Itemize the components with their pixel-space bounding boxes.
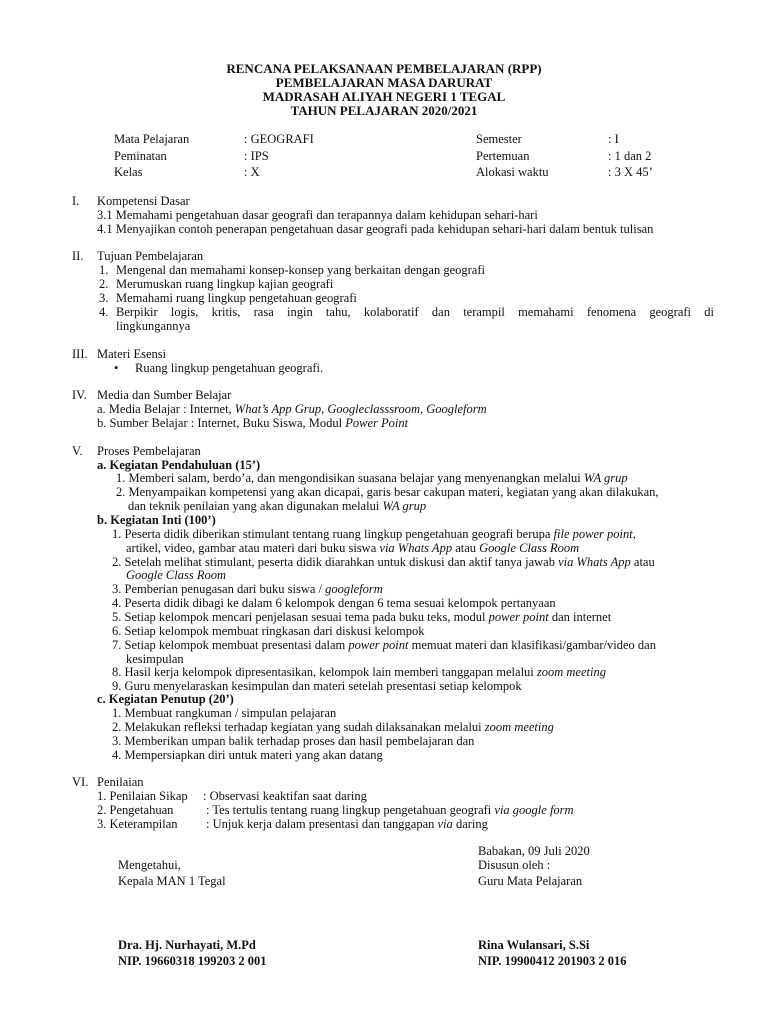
list-number: 4. xyxy=(99,305,109,319)
signature-left-nip: NIP. 19660318 199203 2 001 xyxy=(118,954,267,968)
list-item xyxy=(112,720,554,734)
identity-label: Semester xyxy=(476,132,522,146)
identity-label: Mata Pelajaran xyxy=(114,132,190,146)
list-item: 2. Menyampaikan kompetensi yang akan dicapai, garis besar cakupan materi, kegiatan yang akan dilakukan, xyxy=(116,485,659,499)
signature-left-role: Kepala MAN 1 Tegal xyxy=(118,874,226,888)
text: memuat materi dan klasifikasi/gambar/video dan xyxy=(408,638,656,652)
text: 2. Setelah melihat stimulant, peserta didik diarahkan untuk diskusi dan aktif tanya jawab xyxy=(112,555,559,569)
signature-right-nip: NIP. 19900412 201903 2 016 xyxy=(478,954,627,968)
list-item: 1. Membuat rangkuman / simpulan pelajaran xyxy=(112,706,337,720)
list-item-continuation: lingkungannya xyxy=(116,319,191,333)
text-italic: WA grup xyxy=(382,499,427,513)
text: : Tes tertulis tentang ruang lingkup pengetahuan geografi xyxy=(206,803,495,817)
sumber-belajar-label: b. Sumber Belajar : Internet, Buku Siswa, Modul xyxy=(97,416,346,430)
identity-label: Pertemuan xyxy=(476,149,530,163)
media-belajar-label: a. Media Belajar : Internet, xyxy=(97,402,235,416)
bullet-icon: • xyxy=(114,361,119,375)
text: daring xyxy=(452,817,488,831)
text: atau xyxy=(630,555,655,569)
sumber-belajar-media: Power Point xyxy=(345,416,409,430)
list-item xyxy=(112,665,606,679)
identity-value: : IPS xyxy=(244,149,269,163)
section-number: V. xyxy=(72,444,83,458)
list-item xyxy=(116,471,628,485)
list-item: Mengenal dan memahami konsep-konsep yang berkaitan dengan geografi xyxy=(116,263,485,277)
list-item xyxy=(112,582,383,596)
text: atau xyxy=(452,541,480,555)
identity-value: : X xyxy=(244,165,260,179)
doc-title-line3: MADRASAH ALIYAH NEGERI 1 TEGAL xyxy=(262,89,506,104)
identity-label: Alokasi waktu xyxy=(476,165,549,179)
section-title: Materi Esensi xyxy=(97,347,167,361)
text-italic: googleform xyxy=(325,582,383,596)
text: 2. Melakukan refleksi terhadap kegiatan yang sudah dilaksanakan melalui xyxy=(112,720,485,734)
assessment-value xyxy=(206,803,574,817)
list-item: Merumuskan ruang lingkup kajian geografi xyxy=(116,277,334,291)
text-italic: power point xyxy=(488,610,549,624)
text: 7. Setiap kelompok membuat presentasi dalam xyxy=(112,638,349,652)
list-item xyxy=(112,610,611,624)
list-item: Berpikir logis, kritis, rasa ingin tahu, kolaboratif dan terampil memahami fenomena geografi di xyxy=(116,305,714,319)
list-item: 3.1 Memahami pengetahuan dasar geografi dan terapannya dalam kehidupan sehari-hari xyxy=(97,208,538,222)
text-italic: via Whats App xyxy=(379,541,453,555)
text-italic: via xyxy=(437,817,453,831)
text: 8. Hasil kerja kelompok dipresentasikan, kelompok lain memberi tanggapan melalui xyxy=(112,665,537,679)
list-item: 4.1 Menyajikan contoh penerapan pengetahuan dasar geografi pada kehidupan sehari-hari dalam bentuk tulisan xyxy=(97,222,654,236)
section-number: II. xyxy=(72,249,84,263)
doc-title-line2: PEMBELAJARAN MASA DARURAT xyxy=(275,75,493,90)
list-item-continuation xyxy=(128,499,426,513)
doc-title-line4: TAHUN PELAJARAN 2020/2021 xyxy=(290,103,478,118)
list-item: 4. Mempersiapkan diri untuk materi yang akan datang xyxy=(112,748,383,762)
identity-label: Kelas xyxy=(114,165,143,179)
list-item xyxy=(112,638,656,652)
section-title: Penilaian xyxy=(97,775,144,789)
signature-right-label: Disusun oleh : xyxy=(478,858,551,872)
list-number: 1. xyxy=(99,263,109,277)
text: : Unjuk kerja dalam presentasi dan tanggapan xyxy=(206,817,438,831)
list-item xyxy=(112,527,636,541)
text: artikel, video, gambar atau materi dari buku siswa xyxy=(126,541,380,555)
place-date: Babakan, 09 Juli 2020 xyxy=(478,844,590,858)
sumber-belajar xyxy=(97,416,408,430)
list-item: Ruang lingkup pengetahuan geografi. xyxy=(135,361,324,375)
assessment-value xyxy=(206,817,488,831)
subsection-title: a. Kegiatan Pendahuluan (15’) xyxy=(97,458,261,472)
doc-title-line1: RENCANA PELAKSANAAN PEMBELAJARAN (RPP) xyxy=(226,61,542,76)
text-italic: via Whats App xyxy=(558,555,631,569)
text-italic: power point xyxy=(348,638,409,652)
signature-left-name: Dra. Hj. Nurhayati, M.Pd xyxy=(118,938,256,952)
identity-value: : I xyxy=(608,132,619,146)
assessment-label: 3. Keterampilan xyxy=(97,817,178,831)
media-belajar xyxy=(97,402,487,416)
text-italic: zoom meeting xyxy=(484,720,554,734)
identity-value: : 3 X 45’ xyxy=(608,165,653,179)
list-item: 3. Memberikan umpan balik terhadap proses dan hasil pembelajaran dan xyxy=(112,734,475,748)
text-italic: Google Class Room xyxy=(479,541,580,555)
assessment-label: 2. Pengetahuan xyxy=(97,803,174,817)
text-italic: zoom meeting xyxy=(536,665,606,679)
list-item: 4. Peserta didik dibagi ke dalam 6 kelompok dengan 6 tema sesuai kelompok pertanyaan xyxy=(112,596,556,610)
section-number: VI. xyxy=(72,775,89,789)
text: dan internet xyxy=(548,610,612,624)
subsection-title: c. Kegiatan Penutup (20’) xyxy=(97,692,234,706)
text: 1. Peserta didik diberikan stimulant tentang ruang lingkup pengetahuan geografi berupa xyxy=(112,527,554,541)
section-title: Proses Pembelajaran xyxy=(97,444,201,458)
signature-right-role: Guru Mata Pelajaran xyxy=(478,874,583,888)
section-title: Kompetensi Dasar xyxy=(97,194,190,208)
section-title: Tujuan Pembelajaran xyxy=(97,249,204,263)
assessment-label: 1. Penilaian Sikap xyxy=(97,789,188,803)
list-item: Memahami ruang lingkup pengetahuan geografi xyxy=(116,291,357,305)
list-item-continuation: kesimpulan xyxy=(126,652,184,666)
text: dan teknik penilaian yang akan digunakan melalui xyxy=(128,499,383,513)
signature-left-label: Mengetahui, xyxy=(118,858,181,872)
identity-value: : 1 dan 2 xyxy=(608,149,652,163)
text-italic: file power point, xyxy=(553,527,636,541)
list-item-continuation xyxy=(126,541,579,555)
list-item: 9. Guru menyelaraskan kesimpulan dan materi setelah presentasi setiap kelompok xyxy=(112,679,522,693)
section-number: I. xyxy=(72,194,80,208)
text-italic: WA grup xyxy=(583,471,628,485)
section-title: Media dan Sumber Belajar xyxy=(97,388,232,402)
assessment-value: : Observasi keaktifan saat daring xyxy=(203,789,367,803)
subsection-title: b. Kegiatan Inti (100’) xyxy=(97,513,216,527)
text-italic: via google form xyxy=(494,803,574,817)
text: 3. Pemberian penugasan dari buku siswa / xyxy=(112,582,326,596)
list-item-continuation: Google Class Room xyxy=(126,568,226,582)
media-belajar-list: What’s App Grup, Googleclasssroom, Googleform xyxy=(234,402,487,416)
list-item xyxy=(112,555,655,569)
list-item: 6. Setiap kelompok membuat ringkasan dari diskusi kelompok xyxy=(112,624,425,638)
text: 5. Setiap kelompok mencari penjelasan sesuai tema pada buku teks, modul xyxy=(112,610,489,624)
text: 1. Memberi salam, berdo’a, dan mengondisikan suasana belajar yang menyenangkan melalui xyxy=(116,471,584,485)
signature-right-name: Rina Wulansari, S.Si xyxy=(478,938,590,952)
identity-value: : GEOGRAFI xyxy=(244,132,314,146)
list-number: 3. xyxy=(99,291,109,305)
list-number: 2. xyxy=(99,277,109,291)
identity-label: Peminatan xyxy=(114,149,167,163)
section-number: IV. xyxy=(72,388,87,402)
section-number: III. xyxy=(72,347,88,361)
